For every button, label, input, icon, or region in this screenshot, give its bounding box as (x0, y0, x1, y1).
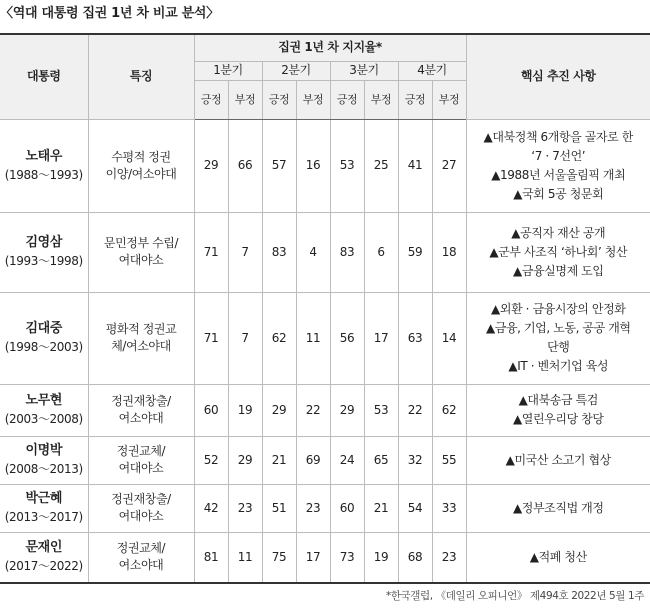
president-term: (2013～2017) (4, 510, 83, 524)
agenda-item: ▲금융실명제 도입 (512, 263, 604, 278)
agenda-cell (466, 436, 650, 484)
agenda-item: ▲군부 사조직 ‘하나회’ 청산 (489, 244, 628, 259)
q4-positive: 54 (398, 484, 432, 532)
president-name: 노무현 (25, 393, 62, 408)
president-term: (1998～2003) (4, 340, 83, 354)
agenda-cell (466, 484, 650, 532)
president-term: (2008～2013) (4, 462, 83, 476)
feature-line: 정권교체/ (116, 444, 166, 458)
feature-cell (88, 532, 194, 582)
feature-line: 여대야소 (118, 461, 164, 475)
q4-negative: 18 (432, 212, 466, 292)
q1-positive: 71 (194, 292, 228, 384)
q1-positive: 71 (194, 212, 228, 292)
header-q3: 3분기 (330, 61, 398, 80)
q2-negative: 69 (296, 436, 330, 484)
agenda-cell (466, 384, 650, 436)
q4-negative: 62 (432, 384, 466, 436)
q2-positive: 29 (262, 384, 296, 436)
president-term: (2003～2008) (4, 412, 83, 426)
q3-positive: 60 (330, 484, 364, 532)
header-key-agenda: 핵심 추진 사항 (466, 35, 650, 119)
header-negative: 부정 (364, 80, 398, 119)
q1-negative: 7 (228, 212, 262, 292)
q1-positive: 81 (194, 532, 228, 582)
president-cell (0, 384, 88, 436)
q1-positive: 60 (194, 384, 228, 436)
president-name: 김영삼 (25, 235, 62, 250)
q3-positive: 24 (330, 436, 364, 484)
feature-cell (88, 292, 194, 384)
agenda-item: 단행 (547, 340, 570, 354)
feature-line: 체/여소야대 (111, 339, 171, 353)
q2-positive: 75 (262, 532, 296, 582)
header-positive: 긍정 (262, 80, 296, 119)
agenda-item: ▲정부조직법 개정 (512, 500, 604, 515)
feature-cell (88, 384, 194, 436)
feature-line: 여대야소 (118, 509, 164, 523)
q2-positive: 62 (262, 292, 296, 384)
q1-negative: 29 (228, 436, 262, 484)
table-title: 〈역대 대통령 집권 1년 차 비교 분석〉 (0, 6, 219, 21)
q2-negative: 23 (296, 484, 330, 532)
table-row (0, 436, 650, 484)
header-feature: 특징 (88, 35, 194, 119)
feature-line: 정권교체/ (116, 541, 166, 556)
agenda-item: ▲외환 · 금융시장의 안정화 (491, 302, 626, 316)
q2-negative: 22 (296, 384, 330, 436)
q4-positive: 68 (398, 532, 432, 582)
agenda-item: ▲적폐 청산 (529, 549, 587, 564)
table-row (0, 532, 650, 582)
q4-negative: 14 (432, 292, 466, 384)
q3-negative: 25 (364, 119, 398, 212)
agenda-cell (466, 212, 650, 292)
header-president: 대통령 (0, 35, 88, 119)
comparison-table (0, 33, 650, 584)
feature-cell (88, 212, 194, 292)
president-cell (0, 119, 88, 212)
president-name: 이명박 (25, 443, 62, 458)
q3-positive: 73 (330, 532, 364, 582)
agenda-item: ▲금융, 기업, 노동, 공공 개혁 (485, 321, 631, 335)
agenda-item: ▲열린우리당 창당 (512, 412, 604, 426)
feature-line: 문민정부 수립/ (103, 236, 179, 250)
header-q2: 2분기 (262, 61, 330, 80)
q3-positive: 29 (330, 384, 364, 436)
feature-cell (88, 436, 194, 484)
agenda-item: ‘7 · 7선언’ (531, 148, 586, 163)
agenda-item: ▲대북송금 특검 (518, 393, 598, 407)
q4-positive: 32 (398, 436, 432, 484)
president-name: 노태우 (25, 148, 62, 164)
feature-line: 이양/여소야대 (105, 166, 177, 181)
q4-negative: 33 (432, 484, 466, 532)
president-cell (0, 532, 88, 582)
president-name: 문재인 (25, 540, 62, 556)
q2-positive: 83 (262, 212, 296, 292)
president-cell (0, 212, 88, 292)
q2-positive: 21 (262, 436, 296, 484)
q1-negative: 66 (228, 119, 262, 212)
header-positive: 긍정 (330, 80, 364, 119)
president-term: (2017～2022) (4, 559, 83, 574)
agenda-item: ▲공직자 재산 공개 (511, 225, 606, 240)
q3-positive: 53 (330, 119, 364, 212)
q1-negative: 23 (228, 484, 262, 532)
q2-positive: 57 (262, 119, 296, 212)
table-row (0, 212, 650, 292)
q2-negative: 4 (296, 212, 330, 292)
header-q4: 4분기 (398, 61, 466, 80)
q2-negative: 11 (296, 292, 330, 384)
president-cell (0, 292, 88, 384)
q3-positive: 56 (330, 292, 364, 384)
agenda-item: ▲미국산 소고기 협상 (505, 452, 611, 467)
president-name: 박근혜 (25, 491, 62, 506)
q2-positive: 51 (262, 484, 296, 532)
q4-positive: 22 (398, 384, 432, 436)
header-positive: 긍정 (398, 80, 432, 119)
q3-negative: 65 (364, 436, 398, 484)
agenda-cell (466, 532, 650, 582)
feature-line: 여대야소 (118, 253, 164, 267)
feature-line: 정권재창출/ (111, 492, 171, 506)
agenda-item: ▲국회 5공 청문회 (513, 186, 604, 201)
feature-line: 여소야대 (118, 411, 164, 425)
q1-positive: 29 (194, 119, 228, 212)
president-cell (0, 436, 88, 484)
q2-negative: 16 (296, 119, 330, 212)
president-name: 김대중 (25, 321, 62, 336)
header-negative: 부정 (228, 80, 262, 119)
q1-negative: 11 (228, 532, 262, 582)
q4-positive: 59 (398, 212, 432, 292)
feature-cell (88, 484, 194, 532)
table-row (0, 292, 650, 384)
q3-positive: 83 (330, 212, 364, 292)
q4-positive: 41 (398, 119, 432, 212)
header-negative: 부정 (296, 80, 330, 119)
q4-positive: 63 (398, 292, 432, 384)
header-q1: 1분기 (194, 61, 262, 80)
agenda-item: ▲1988년 서울올림픽 개최 (491, 167, 626, 182)
table-row (0, 119, 650, 212)
q1-negative: 7 (228, 292, 262, 384)
agenda-cell (466, 119, 650, 212)
president-cell (0, 484, 88, 532)
q1-positive: 42 (194, 484, 228, 532)
feature-cell (88, 119, 194, 212)
q3-negative: 21 (364, 484, 398, 532)
feature-line: 정권재창출/ (111, 394, 171, 408)
table-row (0, 484, 650, 532)
agenda-item: ▲대북정책 6개항을 골자로 한 (483, 129, 633, 144)
q3-negative: 53 (364, 384, 398, 436)
agenda-cell (466, 292, 650, 384)
agenda-item: ▲IT · 벤처기업 육성 (508, 359, 609, 373)
feature-line: 수평적 정권 (111, 149, 171, 164)
q3-negative: 6 (364, 212, 398, 292)
president-term: (1993～1998) (4, 254, 83, 268)
president-term: (1988～1993) (4, 167, 83, 182)
source-note: *한국갤럽, 《데일리 오피니언》 제494호 2022년 5월 1주 (385, 590, 644, 602)
header-negative: 부정 (432, 80, 466, 119)
header-positive: 긍정 (194, 80, 228, 119)
table-row (0, 384, 650, 436)
feature-line: 여소야대 (118, 558, 164, 573)
q2-negative: 17 (296, 532, 330, 582)
q1-negative: 19 (228, 384, 262, 436)
q4-negative: 23 (432, 532, 466, 582)
q1-positive: 52 (194, 436, 228, 484)
feature-line: 평화적 정권교 (105, 322, 177, 336)
q3-negative: 19 (364, 532, 398, 582)
q4-negative: 27 (432, 119, 466, 212)
q3-negative: 17 (364, 292, 398, 384)
header-support-rating: 집권 1년 차 지지율* (194, 35, 466, 61)
q4-negative: 55 (432, 436, 466, 484)
